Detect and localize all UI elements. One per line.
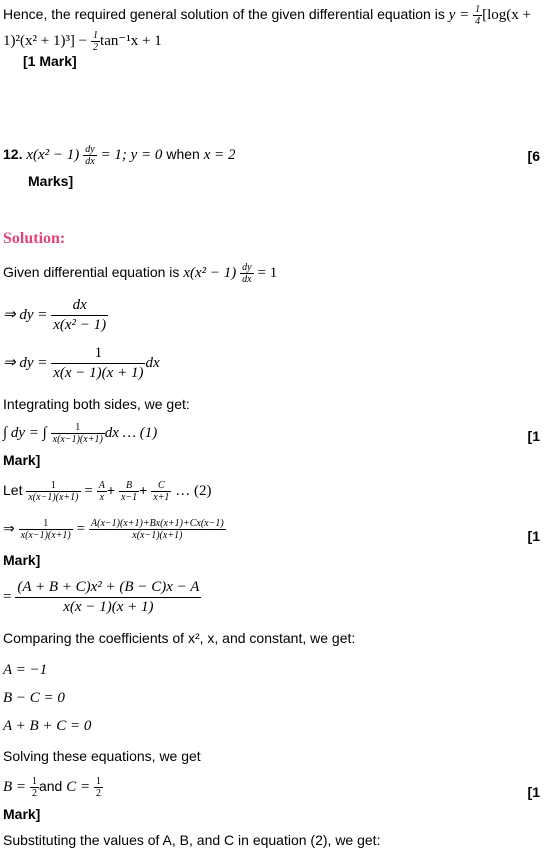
step-3: ∫ dy = ∫ $\frac{1}{x(x-1)(x+1)}$ dx … (1) — [3, 422, 158, 445]
mark-close: Mark] — [3, 806, 41, 822]
mark-close: Mark] — [3, 552, 41, 568]
question-12: 12. x(x² − 1) $\frac{dy}{dx}$ = 1; y = 0 when x = 2 — [3, 144, 236, 167]
substituting-text: Substituting the values of A, B, and C in equation (2), we get: — [3, 832, 381, 848]
fraction: $\frac{1}{x(x-1)(x+1)}$ — [28, 480, 79, 503]
integrating-text: Integrating both sides, we get: — [3, 396, 190, 412]
hence-line-2: 1)²(x² + 1)³] − $\frac{1}{2}$ tan⁻¹x + 1 — [3, 30, 162, 53]
fraction: $\frac{dy}{dx}$ — [85, 144, 95, 167]
fraction: $\frac{dx}{\text{x(x² − 1)}}$ — [53, 297, 107, 333]
step-4: Let $\frac{1}{x(x-1)(x+1)}$ = $\frac{A}{x}$ + $\frac{B}{x-1}$ + $\frac{C}{x+1}$ … (2) — [3, 480, 212, 503]
equation-b: B − C = 0 — [3, 690, 65, 706]
fraction: $\frac{1}{2}$ — [95, 776, 101, 799]
fraction: $\frac{dy}{dx}$ — [242, 262, 252, 285]
mark-label: [1 Mark] — [23, 53, 77, 69]
mark-open: [1 — [527, 784, 540, 800]
equation-c: A + B + C = 0 — [3, 718, 92, 734]
fraction: $\frac{B}{x-1}$ — [120, 480, 138, 503]
equation-a: A = −1 — [3, 662, 48, 678]
fraction: $\frac{1}{2}$ — [93, 30, 99, 53]
marks-close: Marks] — [28, 173, 74, 189]
comparing-text: Comparing the coefficients of x², x, and constant, we get: — [3, 630, 356, 646]
step-6: = $\frac{\text{(A + B + C)x² + (B − C)x − A}}{x(x - 1)(x + 1)}$ — [3, 579, 200, 615]
step-1: ⇒ dy = $\frac{dx}{\text{x(x² − 1)}}$ — [3, 297, 107, 333]
fraction: $\frac{1}{x(x-1)(x+1)}$ — [52, 422, 103, 445]
fraction: $\frac{1}{4}$ — [475, 4, 481, 27]
mark-open: [1 — [527, 428, 540, 444]
fraction: $\frac{1}{x(x-1)(x+1)}$ — [20, 518, 71, 541]
mark-open: [1 — [527, 528, 540, 544]
fraction: $\frac{\text{(A + B + C)x² + (B − C)x − A}}{x(x - 1)(x + 1)}$ — [17, 579, 200, 615]
fraction: $\frac{1}{x(x - 1)(x + 1)}$ — [53, 345, 144, 381]
solving-text: Solving these equations, we get — [3, 748, 201, 764]
marks-open: [6 — [527, 148, 540, 164]
fraction: $\frac{C}{x+1}$ — [153, 480, 170, 503]
fraction: $\frac{A(x-1)(x+1)+Bx(x+1)+Cx(x-1)}{x(x-1)(x+1)}$ — [91, 518, 224, 541]
solution-heading: Solution: — [3, 230, 66, 247]
fraction: $\frac{1}{2}$ — [31, 776, 37, 799]
fraction: $\frac{A}{x}$ — [98, 480, 105, 503]
step-2: ⇒ dy = $\frac{1}{x(x - 1)(x + 1)}$ dx — [3, 345, 160, 381]
given-line: Given differential equation is x(x² − 1) $\frac{dy}{dx}$ = 1 — [3, 262, 278, 285]
mark-close: Mark] — [3, 452, 41, 468]
hence-line-1: Hence, the required general solution of the given differential equation is y = $\frac{1}{4}$ [log(x + — [3, 4, 532, 27]
step-5: ⇒ $\frac{1}{x(x-1)(x+1)}$ = $\frac{A(x-1)(x+1)+Bx(x+1)+Cx(x-1)}{x(x-1)(x+1)}$ — [3, 518, 224, 541]
step-7: B = $\frac{1}{2}$ and C = $\frac{1}{2}$ — [3, 776, 101, 799]
